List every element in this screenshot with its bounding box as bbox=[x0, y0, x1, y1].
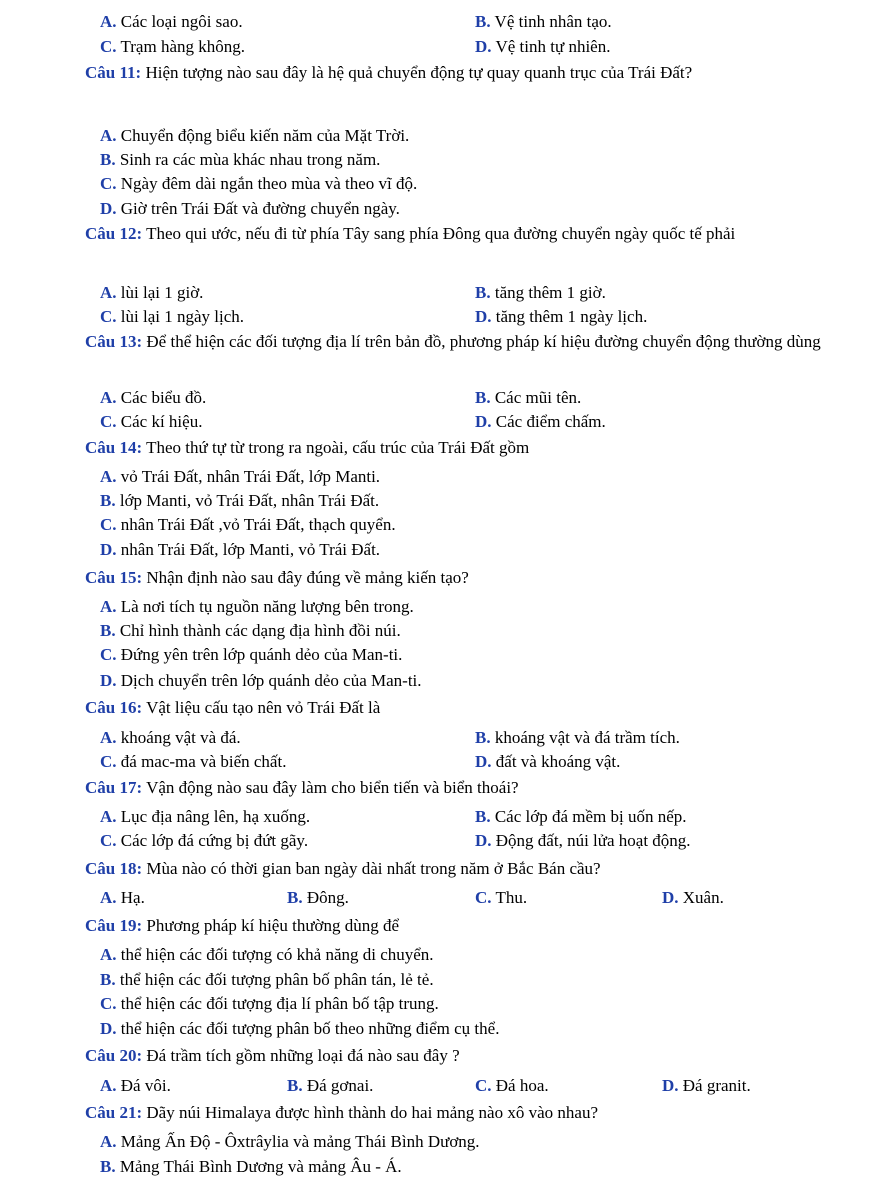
option-text: Thu. bbox=[495, 888, 528, 907]
answer-option-b[interactable] bbox=[100, 969, 434, 991]
answer-option-b[interactable] bbox=[100, 149, 380, 171]
answer-option-d[interactable] bbox=[475, 830, 691, 852]
answer-option-a[interactable] bbox=[100, 1131, 480, 1153]
option-text: Là nơi tích tụ nguồn năng lượng bên trong. bbox=[120, 597, 414, 616]
option-label: C. bbox=[100, 515, 117, 534]
option-text: nhân Trái Đất ,vỏ Trái Đất, thạch quyển. bbox=[120, 515, 396, 534]
option-label: A. bbox=[100, 807, 117, 826]
answer-option-c[interactable] bbox=[475, 887, 527, 909]
option-label: C. bbox=[100, 412, 117, 431]
question-number: Câu 14: bbox=[85, 438, 143, 457]
option-text: Lục địa nâng lên, hạ xuống. bbox=[120, 807, 311, 826]
option-label: B. bbox=[475, 388, 491, 407]
answer-option-d[interactable] bbox=[662, 887, 724, 909]
option-label: A. bbox=[100, 283, 117, 302]
option-text: thể hiện các đối tượng địa lí phân bố tập trung. bbox=[120, 994, 439, 1013]
answer-option-a[interactable] bbox=[100, 125, 409, 147]
option-text: Các loại ngôi sao. bbox=[120, 12, 243, 31]
option-text: Các kí hiệu. bbox=[120, 412, 203, 431]
option-label: B. bbox=[100, 150, 116, 169]
answer-option-b[interactable] bbox=[475, 727, 680, 749]
answer-option-d[interactable] bbox=[100, 539, 380, 561]
option-label: B. bbox=[475, 728, 491, 747]
option-text: Các điểm chấm. bbox=[495, 412, 606, 431]
option-text: Vệ tinh nhân tạo. bbox=[494, 12, 612, 31]
option-text: Ngày đêm dài ngắn theo mùa và theo vĩ độ. bbox=[120, 174, 418, 193]
answer-option-b[interactable] bbox=[475, 387, 581, 409]
question-number: Câu 20: bbox=[85, 1046, 143, 1065]
option-label: D. bbox=[100, 540, 117, 559]
option-label: C. bbox=[100, 831, 117, 850]
option-label: D. bbox=[475, 412, 492, 431]
option-label: D. bbox=[475, 831, 492, 850]
option-text: thể hiện các đối tượng có khả năng di chuyển. bbox=[120, 945, 434, 964]
option-text: Đông. bbox=[306, 888, 349, 907]
option-text: khoáng vật và đá trầm tích. bbox=[494, 728, 680, 747]
option-text: Đá vôi. bbox=[120, 1076, 171, 1095]
option-label: B. bbox=[287, 888, 303, 907]
question-text: Theo qui ước, nếu đi từ phía Tây sang phía Đông qua đường chuyển ngày quốc tế phải bbox=[146, 224, 736, 243]
option-label: B. bbox=[475, 283, 491, 302]
option-label: A. bbox=[100, 945, 117, 964]
answer-option-a[interactable] bbox=[100, 466, 380, 488]
question-stem bbox=[85, 331, 855, 353]
option-text: khoáng vật và đá. bbox=[120, 728, 241, 747]
question-text: Vật liệu cấu tạo nên vỏ Trái Đất là bbox=[146, 698, 381, 717]
option-label: C. bbox=[100, 37, 117, 56]
option-text: Mảng Ấn Độ - Ôxtrâylia và mảng Thái Bình Dương. bbox=[120, 1132, 480, 1151]
answer-option-c[interactable] bbox=[100, 830, 308, 852]
answer-option-a[interactable] bbox=[100, 1075, 171, 1097]
answer-option-b[interactable] bbox=[475, 282, 606, 304]
option-label: D. bbox=[662, 888, 679, 907]
answer-option-a[interactable] bbox=[100, 387, 206, 409]
option-text: Sinh ra các mùa khác nhau trong năm. bbox=[119, 150, 381, 169]
question-stem bbox=[85, 1045, 855, 1067]
option-text: Đứng yên trên lớp quánh dẻo của Man-ti. bbox=[120, 645, 403, 664]
answer-option-b[interactable] bbox=[100, 620, 401, 642]
option-label: D. bbox=[100, 671, 117, 690]
answer-option-d[interactable] bbox=[475, 36, 610, 58]
option-label: C. bbox=[475, 888, 492, 907]
option-text: Hạ. bbox=[120, 888, 145, 907]
question-number: Câu 16: bbox=[85, 698, 143, 717]
question-text: Phương pháp kí hiệu thường dùng để bbox=[146, 916, 400, 935]
option-label: D. bbox=[475, 37, 492, 56]
question-number: Câu 11: bbox=[85, 63, 142, 82]
answer-option-c[interactable] bbox=[100, 644, 402, 666]
answer-option-a[interactable] bbox=[100, 11, 243, 33]
option-text: thể hiện các đối tượng phân bố theo những điểm cụ thể. bbox=[120, 1019, 500, 1038]
answer-option-b[interactable] bbox=[100, 1156, 402, 1178]
option-label: C. bbox=[100, 307, 117, 326]
option-text: đá mac-ma và biến chất. bbox=[120, 752, 287, 771]
answer-option-c[interactable] bbox=[100, 36, 245, 58]
option-label: A. bbox=[100, 888, 117, 907]
answer-option-d[interactable] bbox=[100, 670, 422, 692]
option-text: Đá hoa. bbox=[495, 1076, 549, 1095]
option-label: A. bbox=[100, 1132, 117, 1151]
question-text: Để thể hiện các đối tượng địa lí trên bản đồ, phương pháp kí hiệu đường chuyển động thường dùng bbox=[146, 332, 821, 351]
option-label: D. bbox=[100, 1019, 117, 1038]
answer-option-d[interactable] bbox=[475, 306, 647, 328]
question-text: Hiện tượng nào sau đây là hệ quả chuyển động tự quay quanh trục của Trái Đất? bbox=[145, 63, 693, 82]
option-text: đất và khoáng vật. bbox=[495, 752, 621, 771]
option-label: C. bbox=[100, 645, 117, 664]
question-number: Câu 19: bbox=[85, 916, 143, 935]
option-label: D. bbox=[475, 307, 492, 326]
answer-option-b[interactable] bbox=[287, 887, 349, 909]
option-label: A. bbox=[100, 388, 117, 407]
question-number: Câu 17: bbox=[85, 778, 143, 797]
option-text: Chỉ hình thành các dạng địa hình đồi núi. bbox=[119, 621, 401, 640]
answer-option-d[interactable] bbox=[100, 1018, 499, 1040]
question-stem bbox=[85, 777, 855, 799]
option-text: lùi lại 1 ngày lịch. bbox=[120, 307, 245, 326]
option-text: Vệ tinh tự nhiên. bbox=[495, 37, 611, 56]
option-label: B. bbox=[100, 621, 116, 640]
option-label: B. bbox=[287, 1076, 303, 1095]
option-text: nhân Trái Đất, lớp Manti, vỏ Trái Đất. bbox=[120, 540, 381, 559]
answer-option-b[interactable] bbox=[475, 11, 612, 33]
answer-option-a[interactable] bbox=[100, 727, 241, 749]
answer-option-a[interactable] bbox=[100, 944, 434, 966]
answer-option-a[interactable] bbox=[100, 282, 203, 304]
option-label: A. bbox=[100, 1076, 117, 1095]
option-text: Chuyển động biểu kiến năm của Mặt Trời. bbox=[120, 126, 410, 145]
option-text: Mảng Thái Bình Dương và mảng Âu - Á. bbox=[119, 1157, 402, 1176]
answer-option-c[interactable] bbox=[100, 411, 202, 433]
answer-option-a[interactable] bbox=[100, 887, 145, 909]
option-text: Các lớp đá cứng bị đứt gãy. bbox=[120, 831, 309, 850]
answer-option-c[interactable] bbox=[100, 173, 417, 195]
option-text: Đá granit. bbox=[682, 1076, 751, 1095]
question-stem bbox=[85, 223, 855, 245]
answer-option-a[interactable] bbox=[100, 806, 310, 828]
question-number: Câu 13: bbox=[85, 332, 143, 351]
option-label: B. bbox=[100, 1157, 116, 1176]
option-label: B. bbox=[475, 807, 491, 826]
option-text: tăng thêm 1 ngày lịch. bbox=[495, 307, 648, 326]
option-text: Động đất, núi lửa hoạt động. bbox=[495, 831, 691, 850]
answer-option-a[interactable] bbox=[100, 596, 414, 618]
question-text: Dãy núi Himalaya được hình thành do hai mảng nào xô vào nhau? bbox=[146, 1103, 598, 1122]
option-label: C. bbox=[100, 174, 117, 193]
option-text: vỏ Trái Đất, nhân Trái Đất, lớp Manti. bbox=[120, 467, 381, 486]
option-text: thể hiện các đối tượng phân bố phân tán, lẻ tẻ. bbox=[119, 970, 434, 989]
question-text: Đá trầm tích gồm những loại đá nào sau đây ? bbox=[146, 1046, 460, 1065]
option-label: A. bbox=[100, 728, 117, 747]
option-text: Trạm hàng không. bbox=[120, 37, 245, 56]
answer-option-c[interactable] bbox=[475, 1075, 549, 1097]
question-stem bbox=[85, 62, 855, 84]
question-stem bbox=[85, 1102, 855, 1124]
question-number: Câu 21: bbox=[85, 1103, 143, 1122]
question-text: Nhận định nào sau đây đúng về mảng kiến tạo? bbox=[146, 568, 469, 587]
option-text: lớp Manti, vỏ Trái Đất, nhân Trái Đất. bbox=[119, 491, 380, 510]
option-text: Các biểu đồ. bbox=[120, 388, 207, 407]
question-number: Câu 15: bbox=[85, 568, 143, 587]
question-stem bbox=[85, 915, 855, 937]
answer-option-c[interactable] bbox=[100, 306, 244, 328]
answer-option-c[interactable] bbox=[100, 751, 286, 773]
answer-option-d[interactable] bbox=[662, 1075, 751, 1097]
option-text: Đá gơnai. bbox=[306, 1076, 374, 1095]
answer-option-c[interactable] bbox=[100, 993, 439, 1015]
option-text: Các lớp đá mềm bị uốn nếp. bbox=[494, 807, 687, 826]
answer-option-b[interactable] bbox=[475, 806, 687, 828]
question-text: Theo thứ tự từ trong ra ngoài, cấu trúc của Trái Đất gồm bbox=[146, 438, 530, 457]
option-label: B. bbox=[100, 970, 116, 989]
option-text: lùi lại 1 giờ. bbox=[120, 283, 204, 302]
option-label: A. bbox=[100, 597, 117, 616]
option-label: B. bbox=[475, 12, 491, 31]
question-stem bbox=[85, 437, 855, 459]
answer-option-d[interactable] bbox=[475, 411, 606, 433]
option-label: A. bbox=[100, 126, 117, 145]
question-stem bbox=[85, 567, 855, 589]
option-text: Dịch chuyển trên lớp quánh dẻo của Man-ti. bbox=[120, 671, 422, 690]
answer-option-d[interactable] bbox=[475, 751, 620, 773]
option-label: D. bbox=[475, 752, 492, 771]
question-stem bbox=[85, 858, 855, 880]
option-label: C. bbox=[100, 752, 117, 771]
answer-option-c[interactable] bbox=[100, 514, 396, 536]
answer-option-b[interactable] bbox=[287, 1075, 373, 1097]
question-text: Vận động nào sau đây làm cho biển tiến và biển thoái? bbox=[146, 778, 519, 797]
option-text: Xuân. bbox=[682, 888, 724, 907]
option-text: tăng thêm 1 giờ. bbox=[494, 283, 606, 302]
option-label: A. bbox=[100, 467, 117, 486]
question-text: Mùa nào có thời gian ban ngày dài nhất trong năm ở Bắc Bán cầu? bbox=[146, 859, 601, 878]
option-label: C. bbox=[100, 994, 117, 1013]
option-label: D. bbox=[662, 1076, 679, 1095]
question-number: Câu 12: bbox=[85, 224, 143, 243]
option-label: D. bbox=[100, 199, 117, 218]
question-number: Câu 18: bbox=[85, 859, 143, 878]
question-stem bbox=[85, 697, 855, 719]
answer-option-b[interactable] bbox=[100, 490, 379, 512]
option-label: A. bbox=[100, 12, 117, 31]
option-label: C. bbox=[475, 1076, 492, 1095]
answer-option-d[interactable] bbox=[100, 198, 400, 220]
option-text: Giờ trên Trái Đất và đường chuyển ngày. bbox=[120, 199, 400, 218]
option-text: Các mũi tên. bbox=[494, 388, 582, 407]
option-label: B. bbox=[100, 491, 116, 510]
